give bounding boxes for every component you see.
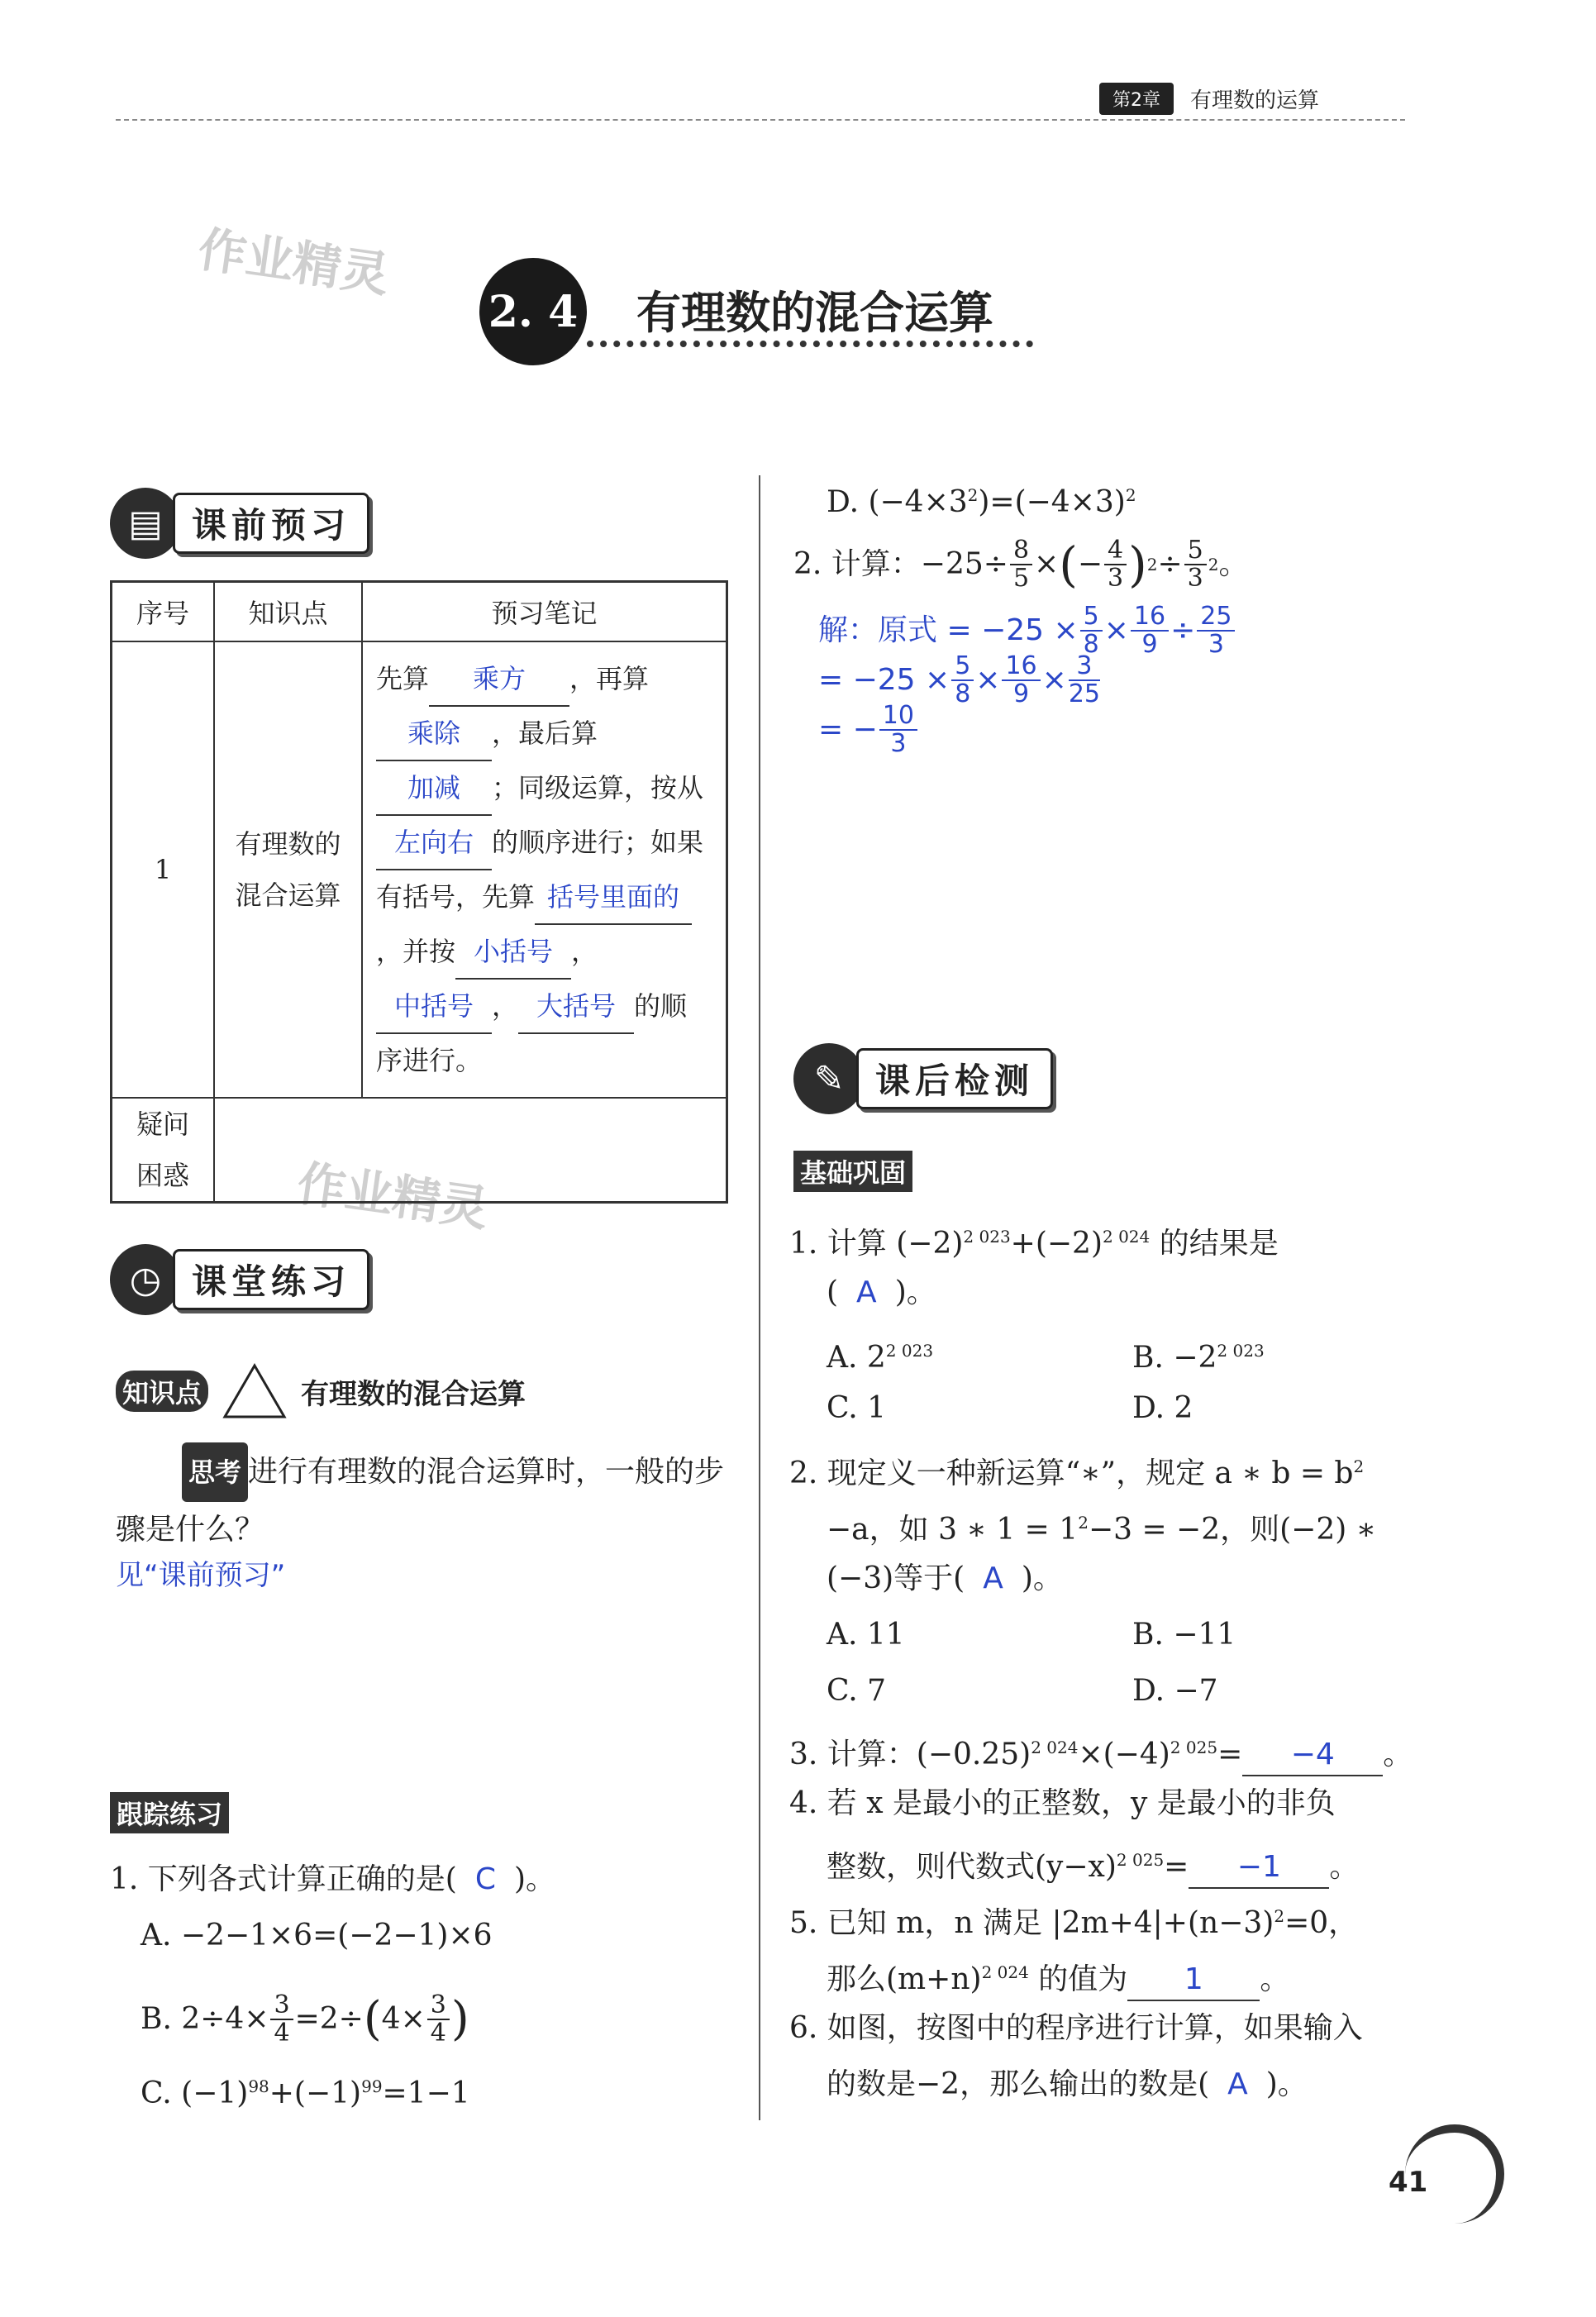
think-answer: 见“课前预习” [116, 1559, 286, 1592]
solution-prefix: 解：原式 = [818, 613, 972, 647]
frac-num: 3 [427, 1992, 450, 2020]
after-q5-line1 [789, 1896, 1358, 1943]
after-q4-line1: 4. 若 x 是最小的正整数，y 是最小的非负 [789, 1786, 1336, 1820]
basic-tag [793, 1151, 912, 1192]
question-label: 疑问困惑 [112, 1098, 215, 1203]
text: 整数，则代数式(y−x) [827, 1850, 1117, 1884]
answer-inside-brackets: 括号里面的 [547, 880, 680, 913]
preview-table [110, 580, 728, 1204]
watermark: 作业精灵 [194, 221, 393, 303]
frac-num: 16 [1131, 603, 1169, 632]
text: 。 [1329, 1850, 1360, 1884]
paren-close: )。 [1021, 1561, 1063, 1595]
section-title: 有理数的混合运算 [636, 287, 993, 339]
frac-den: 3 [890, 729, 907, 758]
section-number: 2. 4 [479, 258, 587, 365]
q1-c-exp: 98 [248, 2076, 269, 2096]
frac-num: 3 [1069, 653, 1100, 681]
frac-den: 5 [1012, 564, 1030, 593]
frac-num: 5 [951, 653, 974, 681]
exp: 2 025 [1116, 1850, 1165, 1870]
after-q5-line2 [827, 1952, 1289, 2001]
answer-muldiv: 乘除 [407, 717, 460, 749]
chapter-title: 有理数的运算 [1190, 88, 1320, 113]
pencil-book-icon: ✎ [793, 1043, 865, 1114]
paren-close: )。 [1265, 2067, 1308, 2101]
q1-option-a: A. −2−1×6=(−2−1)×6 [141, 1919, 493, 1952]
q1-stem: 1. 下列各式计算正确的是( [110, 1862, 457, 1896]
classwork-banner [110, 1244, 369, 1315]
q1-d: D. (−4×3 [827, 485, 968, 519]
q1-c-mid: +(−1) [269, 2076, 362, 2110]
think-text: 进行有理数的混合运算时，一般的步骤是什么？ [116, 1455, 725, 1547]
tracking-tag-text: 跟踪练习 [110, 1792, 229, 1833]
after-q6-answer: A [1227, 2067, 1248, 2101]
frac-den: 9 [1141, 630, 1158, 659]
think-question [116, 1442, 736, 1558]
after-q1-b [1132, 1331, 1265, 1378]
knowledge-title: 有理数的混合运算 [301, 1377, 526, 1411]
page-number: 41 [1389, 2166, 1428, 2199]
text: =0， [1284, 1906, 1359, 1940]
after-q2-c: C. 7 [827, 1674, 887, 1708]
knowledge-point [116, 1362, 526, 1420]
frac-den: 25 [1068, 679, 1100, 708]
exp: 2 023 [1217, 1341, 1265, 1361]
paren: ( [827, 1275, 839, 1309]
q1-c-end: =1−1 [382, 2076, 470, 2110]
text: −3 = −2，则(−2) ∗ [1088, 1513, 1377, 1547]
col-header-no: 序号 [112, 582, 215, 641]
q1-option-b: B. 2÷4× $\frac{3}{4}$ =2÷ ( 4× $\frac{3}{4}$ ) [141, 1990, 469, 2048]
col-header-topic: 知识点 [214, 582, 362, 641]
after-q1-c: C. 1 [827, 1391, 887, 1425]
answer-small-bracket: 小括号 [474, 935, 554, 967]
q2-solution-line3 [818, 703, 919, 757]
preview-notes: 先算 乘方 ，再算 乘除 ，最后算 加减 ；同级运算，按从左向右 的顺序进行；如果有括号，先算 括号里面的，并按 小括号 ，中括号 ， 大括号 的顺序进行。 [362, 641, 727, 1098]
exp: 2 024 [981, 1962, 1029, 1982]
exp: 2 024 [1031, 1738, 1079, 1757]
note-text: ；同级运算，按从 [492, 771, 704, 803]
triangle-icon [222, 1362, 288, 1420]
after-q2-b: B. −11 [1132, 1618, 1236, 1652]
solution-step: −25 × [981, 613, 1079, 647]
after-q2-a: A. 11 [827, 1618, 905, 1652]
solution-step: = − [818, 713, 878, 746]
answer-big-bracket: 大括号 [536, 989, 617, 1022]
q1-d-mid: )=(−4×3) [978, 485, 1126, 519]
row-topic: 有理数的混合运算 [214, 641, 362, 1098]
classwork-banner-text: 课堂练习 [173, 1249, 369, 1310]
q1-answer: C [474, 1862, 496, 1896]
exp: 2 [1274, 1906, 1285, 1926]
note-text: ，并按 [376, 935, 456, 967]
after-q6-line2 [827, 2065, 1308, 2105]
afterclass-banner-text: 课后检测 [856, 1048, 1053, 1109]
text: ×(−4) [1078, 1738, 1170, 1771]
q1-stem-end: )。 [513, 1862, 556, 1896]
question-cell[interactable] [214, 1098, 727, 1203]
after-q1 [789, 1217, 1279, 1264]
paren-close: )。 [894, 1275, 936, 1309]
q1-d-exp: 2 [967, 485, 979, 505]
q1-option-d [827, 475, 1136, 522]
exp: 2 [1353, 1456, 1365, 1476]
think-tag: 思考 [182, 1442, 248, 1502]
frac-den: 4 [430, 2019, 446, 2048]
opt: B. −2 [1132, 1341, 1217, 1375]
book-stack-icon: ▤ [110, 488, 181, 559]
frac-num: 16 [1002, 653, 1040, 681]
chapter-header [1099, 83, 1319, 115]
after-q3 [789, 1728, 1413, 1776]
q1-c-exp: 99 [361, 2076, 383, 2096]
note-text: ，再算 [569, 662, 650, 694]
q1-c: C. (−1) [141, 2076, 249, 2110]
after-q2-line2 [827, 1503, 1376, 1550]
frac-den: 3 [1208, 630, 1224, 659]
frac-den: 9 [1013, 679, 1030, 708]
exp: 2 023 [885, 1341, 934, 1361]
frac-den: 3 [1187, 564, 1203, 593]
frac-num: 8 [1010, 537, 1032, 565]
q1-option-c [141, 2067, 470, 2114]
note-text: ，最后算 [492, 717, 598, 749]
frac-num: 3 [270, 1992, 293, 2020]
afterclass-banner [793, 1043, 1053, 1114]
q1-b-mid: =2÷ [294, 2002, 364, 2036]
after-q2-line1 [789, 1447, 1364, 1494]
frac-den: 3 [1108, 564, 1124, 593]
text: = [1164, 1850, 1189, 1884]
frac-den: 8 [955, 679, 971, 708]
col-header-notes: 预习笔记 [362, 582, 727, 641]
tracking-tag [110, 1792, 229, 1833]
text: 。 [1383, 1738, 1413, 1771]
after-q5-answer: 1 [1184, 1962, 1203, 1996]
after-q4-answer: −1 [1236, 1850, 1281, 1884]
frac-den: 4 [274, 2019, 290, 2048]
after-q4-line2 [827, 1840, 1359, 1889]
text: 3. 计算：(−0.25) [789, 1738, 1031, 1771]
section-dots [587, 341, 1033, 347]
frac-num: 10 [879, 703, 917, 731]
frac-num: 4 [1104, 537, 1127, 565]
answer-left-right: 左向右 [393, 826, 474, 858]
text: (−3)等于( [827, 1561, 965, 1595]
q2-stem: 2. 计算：−25÷ [793, 547, 1008, 581]
q2-solution-line2: = −25 × $\frac{5}{8}$ × $\frac{16}{9}$ × $\frac{3}{25}$ [818, 651, 1100, 708]
exp: 2 024 [1103, 1227, 1151, 1247]
q1-d-exp: 2 [1125, 485, 1136, 505]
row-number: 1 [112, 641, 215, 1098]
after-q1-end: 的结果是 [1159, 1227, 1279, 1261]
preview-banner-text: 课前预习 [173, 493, 369, 554]
text: 2. 现定义一种新运算“∗”，规定 a ∗ b = b [789, 1456, 1354, 1490]
text: 那么(m+n) [827, 1962, 982, 1996]
exp: 2 023 [963, 1227, 1011, 1247]
exp: 2 025 [1170, 1738, 1218, 1757]
exp: 2 [1078, 1513, 1089, 1533]
after-q1-mid: +(−2) [1010, 1227, 1103, 1261]
text: −a，如 3 ∗ 1 = 1 [827, 1513, 1079, 1547]
tracking-q1 [110, 1860, 555, 1900]
note-text: 的顺序进行。 [376, 989, 688, 1076]
basic-tag-text: 基础巩固 [793, 1151, 912, 1192]
solution-step: = −25 × [818, 663, 950, 697]
clock-icon: ◷ [110, 1244, 181, 1315]
after-q3-answer: −4 [1290, 1738, 1335, 1771]
after-q1-answer: A [856, 1275, 877, 1309]
text: 的数是−2，那么输出的数是( [827, 2067, 1210, 2101]
after-q1-stem: 1. 计算 (−2) [789, 1227, 964, 1261]
tracking-q2: 2. 计算：−25÷ $\frac{8}{5}$ × ( − $\frac{4}{3}$ ) 2 ÷ $\frac{5}{3}$ 2 。 [793, 536, 1249, 593]
watermark: 作业精灵 [293, 1155, 492, 1237]
answer-addsub: 加减 [407, 771, 460, 803]
q1-b-pre: B. 2÷4× [141, 2002, 269, 2036]
opt: A. 2 [827, 1341, 886, 1375]
text: 。 [1260, 1962, 1290, 1996]
after-q1-a [827, 1331, 933, 1378]
header-rule [116, 119, 1405, 121]
text: = [1217, 1738, 1243, 1771]
note-text: 先算 [376, 662, 430, 694]
after-q1-answer-line [827, 1273, 936, 1313]
frac-num: 5 [1184, 537, 1207, 565]
frac-den: 8 [1083, 630, 1099, 659]
q2-solution-line1: 解：原式 = −25 × $\frac{5}{8}$ × $\frac{16}{9}$ ÷ $\frac{25}{3}$ [818, 603, 1236, 658]
after-q2-line3 [827, 1559, 1063, 1599]
answer-power: 乘方 [473, 662, 526, 694]
after-q1-d: D. 2 [1132, 1391, 1193, 1425]
after-q2-answer: A [983, 1561, 1003, 1595]
text: 5. 已知 m，n 满足 |2m+4|+(n−3) [789, 1906, 1274, 1940]
text: 的值为 [1038, 1962, 1128, 1996]
column-divider [759, 475, 760, 2120]
after-q6-line1: 6. 如图，按图中的程序进行计算，如果输入 [789, 2011, 1363, 2045]
chapter-badge: 第2章 [1099, 83, 1174, 115]
after-q2-d: D. −7 [1132, 1674, 1218, 1708]
preview-banner [110, 488, 369, 559]
answer-mid-bracket: 中括号 [393, 989, 474, 1022]
frac-num: 25 [1197, 603, 1235, 632]
note-text: 的顺序进行；如果有括号，先算 [376, 826, 704, 913]
frac-num: 5 [1080, 603, 1103, 632]
knowledge-tag: 知识点 [116, 1371, 208, 1412]
